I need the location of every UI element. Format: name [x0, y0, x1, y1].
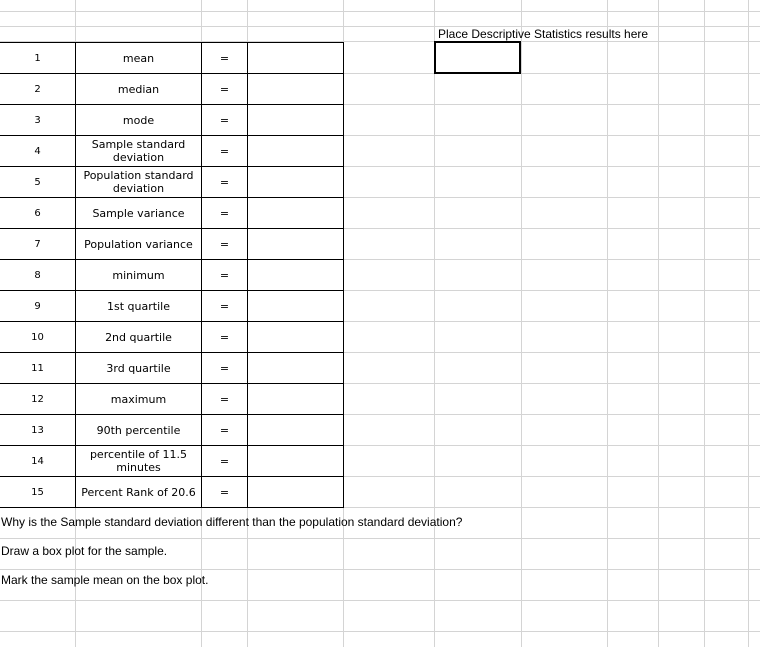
- row-number-cell: 3: [0, 104, 76, 136]
- statistic-label-cell: median: [75, 73, 202, 105]
- statistic-label-cell: 3rd quartile: [75, 352, 202, 384]
- statistic-label-cell: mean: [75, 42, 202, 74]
- statistic-label-cell: Population variance: [75, 228, 202, 260]
- row-number-cell: 6: [0, 197, 76, 229]
- answer-input-cell[interactable]: [247, 135, 344, 167]
- row-number-cell: 12: [0, 383, 76, 415]
- answer-input-cell[interactable]: [247, 321, 344, 353]
- instruction-mark-mean: Mark the sample mean on the box plot.: [1, 573, 209, 587]
- answer-input-cell[interactable]: [247, 42, 344, 74]
- answer-input-cell[interactable]: [247, 383, 344, 415]
- answer-input-cell[interactable]: [247, 104, 344, 136]
- statistic-label-cell: 90th percentile: [75, 414, 202, 446]
- statistic-label-cell: maximum: [75, 383, 202, 415]
- equals-cell: =: [201, 104, 248, 136]
- answer-input-cell[interactable]: [247, 414, 344, 446]
- row-number-cell: 10: [0, 321, 76, 353]
- row-number-cell: 7: [0, 228, 76, 260]
- equals-cell: =: [201, 383, 248, 415]
- equals-cell: =: [201, 476, 248, 508]
- answer-input-cell[interactable]: [247, 352, 344, 384]
- statistic-label-cell: Sample variance: [75, 197, 202, 229]
- statistic-label-cell: 1st quartile: [75, 290, 202, 322]
- answer-input-cell[interactable]: [247, 197, 344, 229]
- statistic-label-cell: Population standard deviation: [75, 166, 202, 198]
- answer-input-cell[interactable]: [247, 476, 344, 508]
- row-number-cell: 13: [0, 414, 76, 446]
- equals-cell: =: [201, 321, 248, 353]
- equals-cell: =: [201, 197, 248, 229]
- answer-input-cell[interactable]: [247, 445, 344, 477]
- answer-input-cell[interactable]: [247, 259, 344, 291]
- statistic-label-cell: mode: [75, 104, 202, 136]
- answer-input-cell[interactable]: [247, 73, 344, 105]
- equals-cell: =: [201, 290, 248, 322]
- answer-input-cell[interactable]: [247, 290, 344, 322]
- statistic-label-cell: Sample standard deviation: [75, 135, 202, 167]
- equals-cell: =: [201, 42, 248, 74]
- row-number-cell: 5: [0, 166, 76, 198]
- equals-cell: =: [201, 414, 248, 446]
- statistic-label-cell: minimum: [75, 259, 202, 291]
- row-number-cell: 4: [0, 135, 76, 167]
- statistic-label-cell: 2nd quartile: [75, 321, 202, 353]
- equals-cell: =: [201, 166, 248, 198]
- equals-cell: =: [201, 352, 248, 384]
- equals-cell: =: [201, 135, 248, 167]
- row-number-cell: 9: [0, 290, 76, 322]
- answer-input-cell[interactable]: [247, 166, 344, 198]
- row-number-cell: 11: [0, 352, 76, 384]
- statistic-label-cell: percentile of 11.5 minutes: [75, 445, 202, 477]
- row-number-cell: 2: [0, 73, 76, 105]
- question-std-dev: Why is the Sample standard deviation different than the population standard deviation?: [1, 515, 463, 529]
- row-number-cell: 8: [0, 259, 76, 291]
- equals-cell: =: [201, 73, 248, 105]
- equals-cell: =: [201, 228, 248, 260]
- statistic-label-cell: Percent Rank of 20.6: [75, 476, 202, 508]
- results-input-cell[interactable]: [434, 41, 521, 74]
- equals-cell: =: [201, 445, 248, 477]
- equals-cell: =: [201, 259, 248, 291]
- answer-input-cell[interactable]: [247, 228, 344, 260]
- row-number-cell: 1: [0, 42, 76, 74]
- row-number-cell: 14: [0, 445, 76, 477]
- instruction-box-plot: Draw a box plot for the sample.: [1, 544, 168, 558]
- results-instruction-label: Place Descriptive Statistics results here: [438, 27, 649, 41]
- row-number-cell: 15: [0, 476, 76, 508]
